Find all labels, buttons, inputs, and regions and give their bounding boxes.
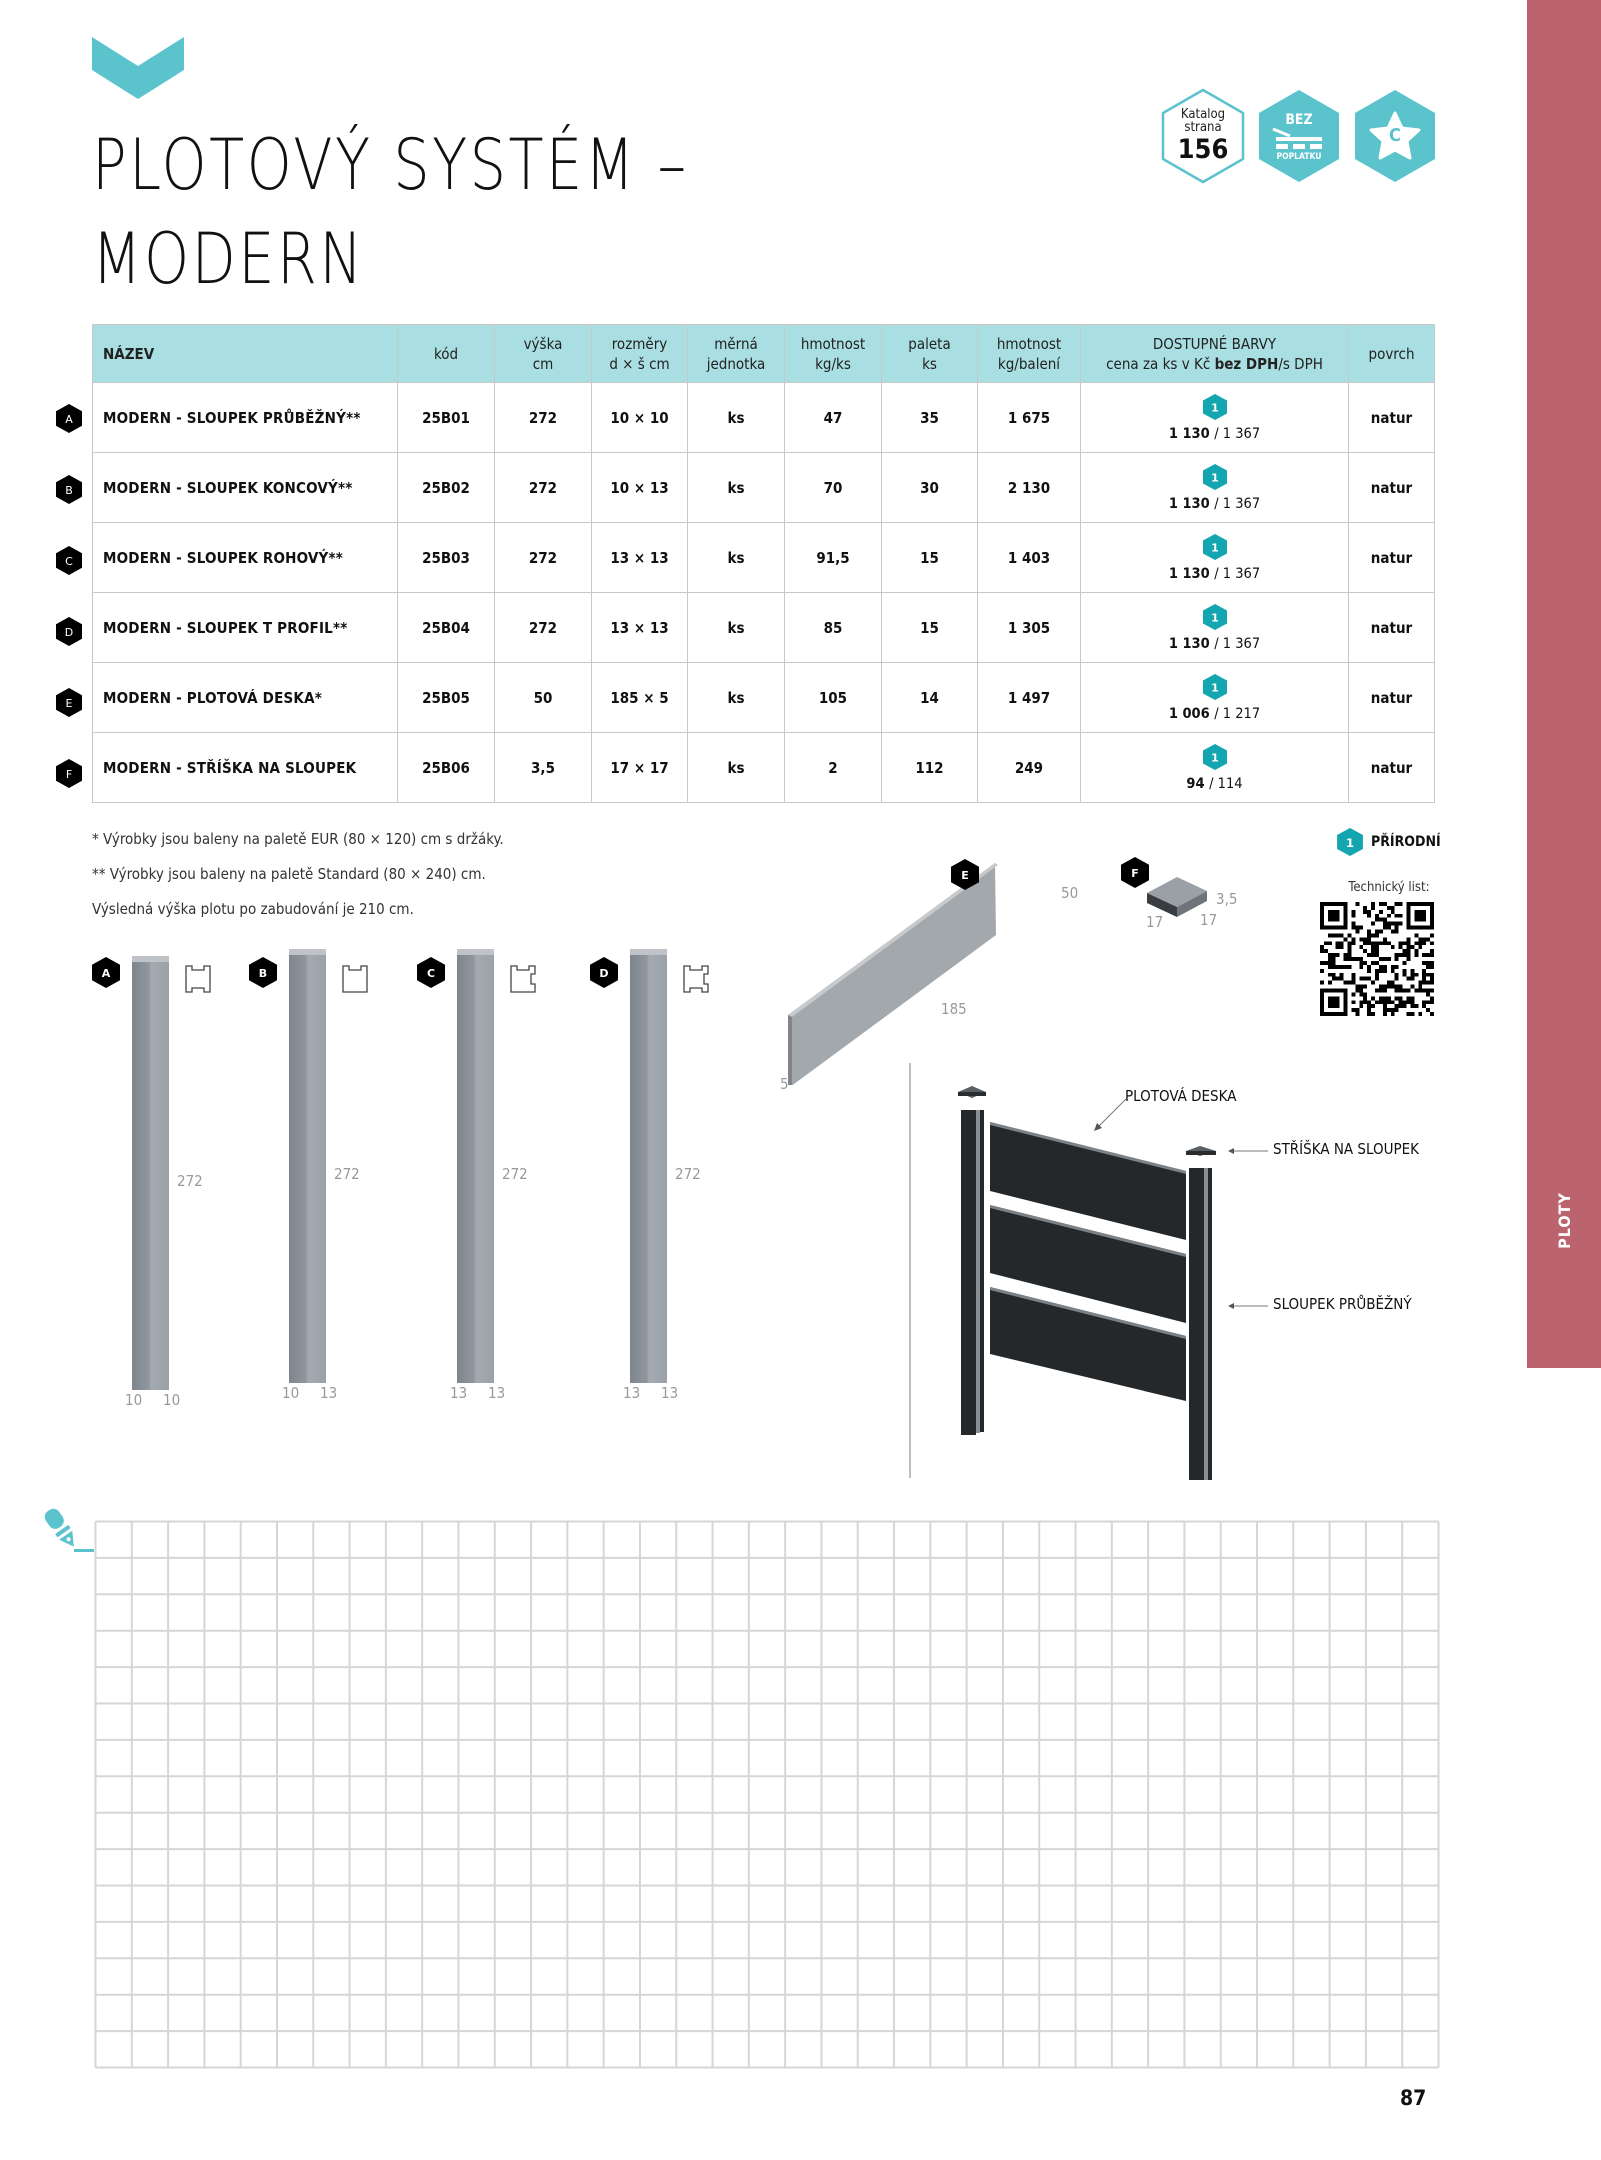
product-pack-weight: 1 305 — [978, 593, 1081, 663]
svg-text:F: F — [1131, 867, 1139, 880]
post-dim-b: 10 — [163, 1391, 181, 1409]
row-marker-f-icon — [56, 759, 82, 788]
color-number-badge-icon — [1203, 744, 1227, 770]
product-height: 272 — [495, 383, 592, 453]
no-fee-bottom-label: POPLATKU — [1276, 152, 1322, 162]
product-unit: ks — [688, 383, 785, 453]
product-dimensions: 13 × 13 — [592, 523, 688, 593]
product-surface: natur — [1349, 593, 1435, 663]
post-a-illustration — [132, 962, 169, 1390]
product-name: MODERN - STŘÍŠKA NA SLOUPEK — [93, 733, 398, 803]
product-color-price — [1081, 453, 1349, 523]
page-number: 87 — [1400, 2086, 1427, 2110]
board-height-dim: 50 — [1061, 884, 1079, 902]
header-surface: povrch — [1349, 325, 1435, 383]
footnote-fence-height: Výsledná výška plotu po zabudování je 210 cm. — [92, 900, 414, 918]
color-number-badge-icon — [1337, 828, 1363, 856]
product-price: 1 130 / 1 367 — [1168, 565, 1261, 582]
product-name: MODERN - SLOUPEK PRŮBĚŽNÝ** — [93, 383, 398, 453]
color-name: PŘÍRODNÍ — [1371, 834, 1441, 850]
svg-text:B: B — [65, 484, 73, 497]
no-fee-pallet-badge — [1256, 88, 1342, 184]
product-price: 1 130 / 1 367 — [1168, 635, 1261, 652]
header-dimensions: rozměry d × š cm — [592, 325, 688, 383]
marker-c-icon — [417, 957, 445, 988]
product-weight: 85 — [785, 593, 882, 663]
cap-pointer-arrow-icon — [1228, 1146, 1268, 1156]
row-marker-a-icon — [56, 404, 82, 433]
post-height-dim: 272 — [177, 1172, 203, 1190]
footnote-eur-pallet: * Výrobky jsou baleny na paletě EUR (80 × 120) cm s držáky. — [92, 830, 504, 848]
post-d-illustration — [630, 955, 667, 1383]
product-surface: natur — [1349, 453, 1435, 523]
assembly-label-cap: STŘÍŠKA NA SLOUPEK — [1273, 1140, 1419, 1158]
catalog-label: Katalog strana — [1180, 107, 1226, 135]
product-surface: natur — [1349, 663, 1435, 733]
marker-a-icon — [92, 957, 120, 988]
product-color-price — [1081, 663, 1349, 733]
svg-text:E: E — [65, 697, 73, 710]
product-price: 1 130 / 1 367 — [1168, 495, 1261, 512]
row-marker-c-icon — [56, 546, 82, 575]
color-number-badge-icon — [1203, 534, 1227, 560]
product-height: 50 — [495, 663, 592, 733]
product-height: 272 — [495, 453, 592, 523]
post-dim-b: 13 — [320, 1384, 338, 1402]
product-pallet-qty: 14 — [882, 663, 978, 733]
svg-text:1: 1 — [1210, 751, 1219, 764]
svg-text:D: D — [64, 626, 74, 639]
marker-d-icon — [590, 957, 618, 988]
corner-profile-icon — [509, 964, 537, 994]
product-code: 25B04 — [398, 593, 495, 663]
fence-assembly-illustration — [950, 1080, 1230, 1480]
marker-f-icon — [1121, 857, 1149, 888]
board-thickness-dim: 5 — [780, 1075, 789, 1093]
marker-e-icon — [951, 859, 979, 890]
marker-b-icon — [249, 957, 277, 988]
pen-icon — [40, 1505, 96, 1555]
svg-text:1: 1 — [1210, 401, 1219, 414]
svg-text:D: D — [599, 967, 609, 980]
t-profile-icon — [682, 964, 710, 994]
cap-dim-a: 17 — [1146, 913, 1164, 931]
product-color-price — [1081, 523, 1349, 593]
table-row[interactable] — [93, 733, 1435, 803]
product-weight: 47 — [785, 383, 882, 453]
product-dimensions: 10 × 13 — [592, 453, 688, 523]
section-tab-label: PLOTY — [1554, 1191, 1574, 1249]
product-name: MODERN - PLOTOVÁ DESKA* — [93, 663, 398, 733]
post-b-illustration — [289, 955, 326, 1383]
svg-text:F: F — [65, 768, 73, 781]
board-illustration — [780, 855, 1080, 1085]
no-fee-top-label: BEZ — [1285, 112, 1313, 128]
header-height: výška cm — [495, 325, 592, 383]
table-row[interactable] — [93, 523, 1435, 593]
post-pointer-arrow-icon — [1228, 1301, 1268, 1311]
svg-text:B: B — [258, 967, 268, 980]
table-row[interactable] — [93, 663, 1435, 733]
product-surface: natur — [1349, 523, 1435, 593]
post-height-dim: 272 — [675, 1165, 701, 1183]
chevron-down-icon — [92, 37, 184, 99]
product-weight: 91,5 — [785, 523, 882, 593]
product-pack-weight: 249 — [978, 733, 1081, 803]
product-unit: ks — [688, 523, 785, 593]
product-color-price — [1081, 383, 1349, 453]
footnote-standard-pallet: ** Výrobky jsou baleny na paletě Standard (80 × 240) cm. — [92, 865, 486, 883]
cap-dim-b: 17 — [1200, 911, 1218, 929]
product-pallet-qty: 35 — [882, 383, 978, 453]
post-c-illustration — [457, 955, 494, 1383]
product-price: 1 130 / 1 367 — [1168, 425, 1261, 442]
table-row[interactable] — [93, 593, 1435, 663]
product-weight: 2 — [785, 733, 882, 803]
color-number-badge-icon — [1203, 394, 1227, 420]
svg-text:E: E — [961, 869, 969, 882]
svg-text:C: C — [65, 555, 73, 568]
post-dim-b: 13 — [488, 1384, 506, 1402]
pallet-icon — [1256, 88, 1342, 184]
product-code: 25B06 — [398, 733, 495, 803]
product-surface: natur — [1349, 383, 1435, 453]
post-dim-a: 10 — [125, 1391, 143, 1409]
svg-text:A: A — [65, 413, 73, 426]
assembly-label-post: SLOUPEK PRŮBĚŽNÝ — [1273, 1295, 1412, 1313]
product-unit: ks — [688, 663, 785, 733]
product-height: 272 — [495, 523, 592, 593]
post-dim-b: 13 — [661, 1384, 679, 1402]
row-marker-e-icon — [56, 688, 82, 717]
product-height: 3,5 — [495, 733, 592, 803]
product-weight: 105 — [785, 663, 882, 733]
star-letter: C — [1389, 125, 1401, 146]
post-dim-a: 10 — [282, 1384, 300, 1402]
section-side-tab[interactable] — [1527, 0, 1601, 1368]
svg-text:C: C — [426, 967, 436, 980]
qr-code-icon[interactable] — [1320, 902, 1434, 1016]
product-unit: ks — [688, 733, 785, 803]
category-star-badge — [1352, 88, 1438, 184]
product-pack-weight: 1 403 — [978, 523, 1081, 593]
table-row[interactable] — [93, 453, 1435, 523]
h-profile-icon — [184, 964, 212, 994]
product-price: 1 006 / 1 217 — [1168, 705, 1261, 722]
product-dimensions: 13 × 13 — [592, 593, 688, 663]
board-pointer-arrow-icon — [1090, 1095, 1130, 1135]
header-code: kód — [398, 325, 495, 383]
post-height-dim: 272 — [334, 1165, 360, 1183]
header-colors-price: DOSTUPNÉ BARVY cena za ks v Kč bez DPH/s DPH — [1081, 325, 1349, 383]
product-name: MODERN - SLOUPEK T PROFIL** — [93, 593, 398, 663]
color-legend — [1337, 828, 1441, 856]
product-weight: 70 — [785, 453, 882, 523]
product-name: MODERN - SLOUPEK ROHOVÝ** — [93, 523, 398, 593]
post-dim-a: 13 — [450, 1384, 468, 1402]
product-code: 25B05 — [398, 663, 495, 733]
product-pack-weight: 1 675 — [978, 383, 1081, 453]
svg-text:1: 1 — [1210, 541, 1219, 554]
product-code: 25B03 — [398, 523, 495, 593]
notes-grid[interactable] — [94, 1520, 1440, 2069]
assembly-label-board: PLOTOVÁ DESKA — [1125, 1087, 1237, 1105]
product-dimensions: 185 × 5 — [592, 663, 688, 733]
product-code: 25B01 — [398, 383, 495, 453]
header-pallet: paleta ks — [882, 325, 978, 383]
product-pack-weight: 2 130 — [978, 453, 1081, 523]
table-row[interactable] — [93, 383, 1435, 453]
product-unit: ks — [688, 593, 785, 663]
product-table — [92, 324, 1435, 803]
svg-text:1: 1 — [1210, 471, 1219, 484]
product-price: 94 / 114 — [1186, 775, 1243, 792]
cap-height-dim: 3,5 — [1216, 890, 1238, 908]
svg-text:1: 1 — [1345, 835, 1355, 850]
board-length-dim: 185 — [941, 1000, 967, 1018]
table-header-row — [93, 325, 1435, 383]
page-title — [92, 118, 689, 306]
tech-sheet-label: Technický list: — [1348, 880, 1430, 895]
color-number-badge-icon — [1203, 674, 1227, 700]
product-pallet-qty: 15 — [882, 523, 978, 593]
product-code: 25B02 — [398, 453, 495, 523]
product-pallet-qty: 15 — [882, 593, 978, 663]
svg-text:A: A — [101, 967, 111, 980]
product-pallet-qty: 30 — [882, 453, 978, 523]
product-pallet-qty: 112 — [882, 733, 978, 803]
page-title-line2: MODERN — [92, 218, 365, 300]
assembly-divider — [909, 1063, 911, 1478]
color-number-badge-icon — [1203, 604, 1227, 630]
catalog-page-number: 156 — [1177, 134, 1229, 165]
color-number-badge-icon — [1203, 464, 1227, 490]
product-dimensions: 10 × 10 — [592, 383, 688, 453]
catalog-page-badge[interactable] — [1160, 88, 1246, 184]
header-name: NÁZEV — [93, 325, 398, 383]
product-color-price — [1081, 593, 1349, 663]
post-dim-a: 13 — [623, 1384, 641, 1402]
product-color-price — [1081, 733, 1349, 803]
product-height: 272 — [495, 593, 592, 663]
row-marker-d-icon — [56, 617, 82, 646]
header-weight: hmotnost kg/ks — [785, 325, 882, 383]
post-height-dim: 272 — [502, 1165, 528, 1183]
header-unit: měrná jednotka — [688, 325, 785, 383]
product-unit: ks — [688, 453, 785, 523]
svg-text:1: 1 — [1210, 681, 1219, 694]
product-pack-weight: 1 497 — [978, 663, 1081, 733]
product-name: MODERN - SLOUPEK KONCOVÝ** — [93, 453, 398, 523]
header-pack-weight: hmotnost kg/balení — [978, 325, 1081, 383]
page-title-line1: PLOTOVÝ SYSTÉM – — [92, 124, 689, 206]
svg-text:1: 1 — [1210, 611, 1219, 624]
u-profile-icon — [341, 964, 369, 994]
product-dimensions: 17 × 17 — [592, 733, 688, 803]
product-surface: natur — [1349, 733, 1435, 803]
row-marker-b-icon — [56, 475, 82, 504]
